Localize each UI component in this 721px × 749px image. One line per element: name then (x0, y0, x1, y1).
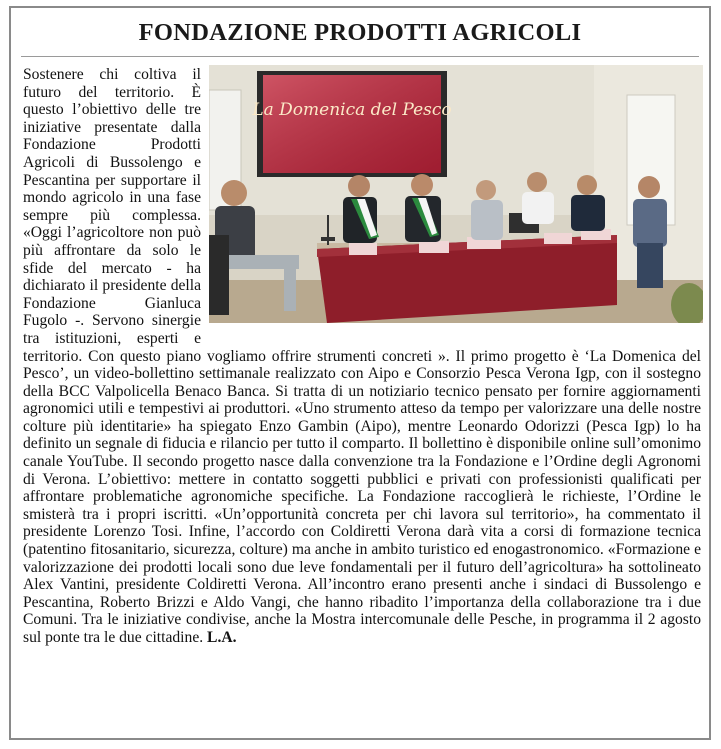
article-frame (9, 6, 711, 740)
screen-caption: La Domenica del Pesco (252, 100, 452, 120)
photo-spacer (201, 66, 701, 333)
body-text: Sostenere chi coltiva il futuro del territorio. È questo l’obiettivo delle tre iniziative presentate dalla Fondazione Prodotti Agricoli di Bussolengo e Pescantina per supportare il mondo agricolo in una fase sempre più complessa. «Oggi l’agricoltore non può più affrontare da solo le sfide del mercato - ha dichiarato il presidente della Fondazione Gianluca Fugolo -. Servono sinergie tra istituzioni, esperti e territorio. Con questo piano vogliamo offrire strumenti concreti ». Il primo progetto è ‘La Domenica del Pesco’, un video-bollettino settimanale realizzato con Aipo e Consorzio Pesca Verona Igp, con il sostegno della BCC Valpolicella Benaco Banca. Si tratta di un notiziario tecnico pensato per fornire aggiornamenti agronomici utili e tempestivi ai produttori. «Uno strumento atteso da tempo per valorizzare una delle nostre colture più identitarie» ha spiegato Enzo Gambin (Aipo), mentre Leonardo Odorizzi (Pesca Igp) lo ha definito un segnale di fiducia e rilancio per tutto il comparto. Il bollettino è disponibile online sull’omonimo canale YouTube. Il secondo progetto nasce dalla convenzione tra la Fondazione e l’Ordine degli Agronomi di Verona. L’obiettivo: mettere in contatto soggetti pubblici e privati con professionisti qualificati per affrontare problematiche agronomiche specifiche. La Fondazione raccoglierà le richieste, l’Ordine le smisterà tra i propri iscritti. «Un’opportunità concreta per chi lavora sul territorio», ha commentato il presidente Lorenzo Tosi. Infine, l’accordo con Coldiretti Verona darà vita a corsi di formazione tecnica (patentino fitosanitario, sicurezza, colture) ma anche in ambito turistico ed enogastronomico. «Formazione e valorizzazione dei prodotti locali sono due leve fondamentali per il futuro dell’agricoltura» ha sottolineato Alex Vantini, presidente Coldiretti Verona. All’incontro erano presenti anche i sindaci di Bussolengo e Pescantina, Roberto Brizzi e Aldo Vangi, che hanno ribadito l’importanza della collaborazione tra i due Comuni. Tra le iniziative condivise, anche la Mostra intercomunale delle Pesche, in programma il 2 agosto sul ponte tra le due cittadine. (23, 66, 701, 646)
headline: FONDAZIONE PRODOTTI AGRICOLI (138, 19, 582, 46)
headline-divider (21, 56, 699, 57)
author-signature: L.A. (207, 629, 237, 646)
article-body (23, 66, 701, 647)
